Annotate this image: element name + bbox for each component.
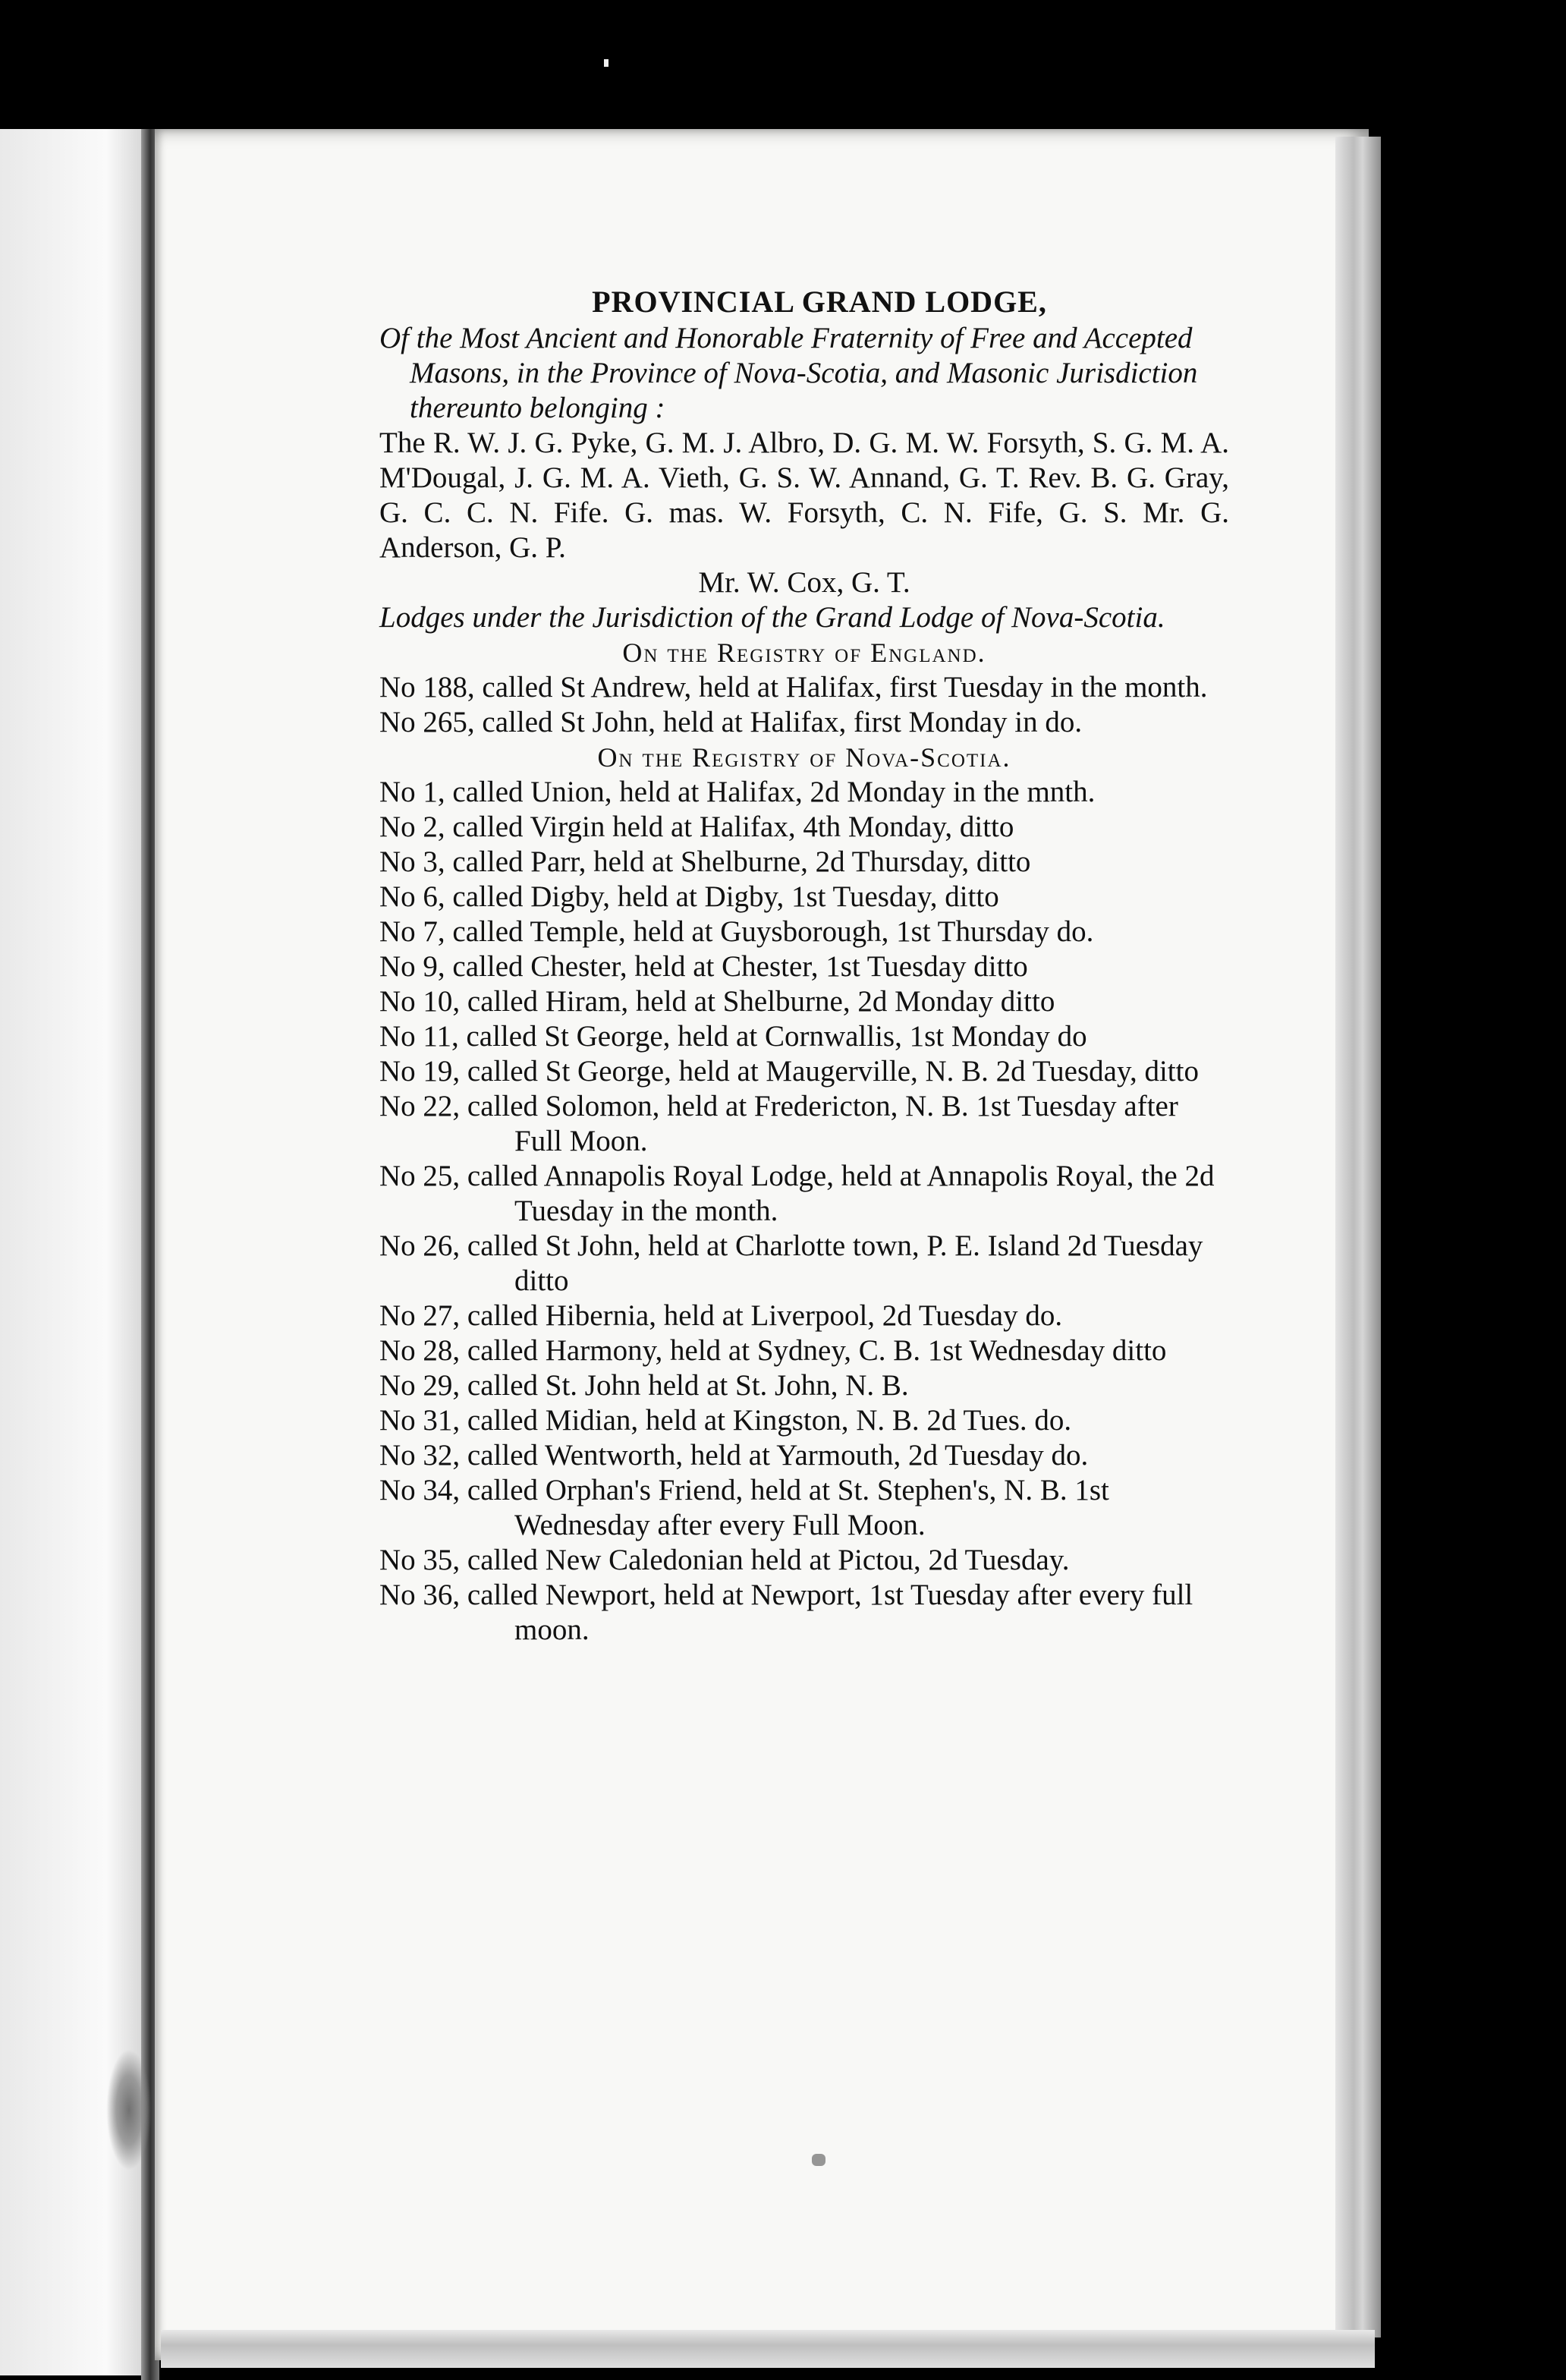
lodge-entry: No 11, called St George, held at Cornwallis, 1st Monday do: [379, 1020, 1087, 1053]
lodge-entry: No 34, called Orphan's Friend, held at St. Stephen's, N. B. 1st Wednesday after every Full Moon.: [379, 1474, 1109, 1541]
officers-list-last: Mr. W. Cox, G. T.: [698, 566, 910, 599]
lodge-entry: No 28, called Harmony, held at Sydney, C. B. 1st Wednesday ditto: [379, 1334, 1167, 1367]
page-stack-edge: [1335, 137, 1381, 2338]
page-text: [379, 285, 1229, 1648]
lodge-entry: No 36, called Newport, held at Newport, 1st Tuesday after every full moon.: [379, 1579, 1193, 1646]
lodge-entry: No 3, called Parr, held at Shelburne, 2d Thursday, ditto: [379, 845, 1031, 878]
lodge-entry: No 2, called Virgin held at Halifax, 4th Monday, ditto: [379, 811, 1014, 843]
lodge-entry: No 22, called Solomon, held at Fredericton, N. B. 1st Tuesday after Full Moon.: [379, 1090, 1178, 1157]
officers-list: The R. W. J. G. Pyke, G. M. J. Albro, D. G. M. W. Forsyth, S. G. M. A. M'Dougal, J. G. M. A. Vieth, G. S. W. Annand, G. T. Rev. B. G. Gray, G. C. C. N. Fife. G. mas. W. Forsyth, C. N. Fife, G. S. Mr. G. Anderson, G. P.: [379, 427, 1229, 564]
lodge-entry: No 265, called St John, held at Halifax, first Monday in do.: [379, 706, 1083, 738]
lodge-entry: No 25, called Annapolis Royal Lodge, held at Annapolis Royal, the 2d Tuesday in the month.: [379, 1160, 1215, 1227]
page-subtitle: Of the Most Ancient and Honorable Fraternity of Free and Accepted Masons, in the Province of Nova-Scotia, and Masonic Jurisdiction thereunto belonging :: [379, 322, 1198, 424]
lodges-heading: Lodges under the Jurisdiction of the Grand Lodge of Nova-Scotia.: [379, 601, 1165, 634]
lodge-entry: No 35, called New Caledonian held at Pictou, 2d Tuesday.: [379, 1544, 1070, 1576]
film-speck: [604, 59, 608, 67]
section-heading-nova-scotia: On the Registry of Nova-Scotia.: [597, 742, 1011, 773]
left-page: [0, 129, 152, 2375]
page-blemish: [812, 2154, 825, 2166]
lodge-entry: No 7, called Temple, held at Guysborough, 1st Thursday do.: [379, 915, 1094, 948]
lodge-entry: No 32, called Wentworth, held at Yarmouth, 2d Tuesday do.: [379, 1439, 1089, 1472]
lodge-entry: No 6, called Digby, held at Digby, 1st Tuesday, ditto: [379, 880, 999, 913]
lodge-entry: No 1, called Union, held at Halifax, 2d Monday in the mnth.: [379, 776, 1096, 808]
lodge-entry: No 29, called St. John held at St. John, N. B.: [379, 1369, 909, 1402]
lodge-entry: No 27, called Hibernia, held at Liverpool, 2d Tuesday do.: [379, 1299, 1063, 1332]
lodge-entry: No 26, called St John, held at Charlotte town, P. E. Island 2d Tuesday ditto: [379, 1229, 1203, 1297]
lodge-entry: No 9, called Chester, held at Chester, 1st Tuesday ditto: [379, 950, 1028, 983]
page-bottom-edge: [161, 2330, 1375, 2368]
lodge-entry: No 19, called St George, held at Maugerville, N. B. 2d Tuesday, ditto: [379, 1055, 1199, 1088]
lodge-entry: No 31, called Midian, held at Kingston, N. B. 2d Tues. do.: [379, 1404, 1072, 1437]
page-stain: [106, 2049, 152, 2171]
section-heading-england: On the Registry of England.: [622, 638, 986, 668]
lodge-entry: No 188, called St Andrew, held at Halifax, first Tuesday in the month.: [379, 671, 1208, 704]
page-title: PROVINCIAL GRAND LODGE,: [592, 285, 1047, 319]
lodge-entry: No 10, called Hiram, held at Shelburne, 2d Monday ditto: [379, 985, 1055, 1018]
